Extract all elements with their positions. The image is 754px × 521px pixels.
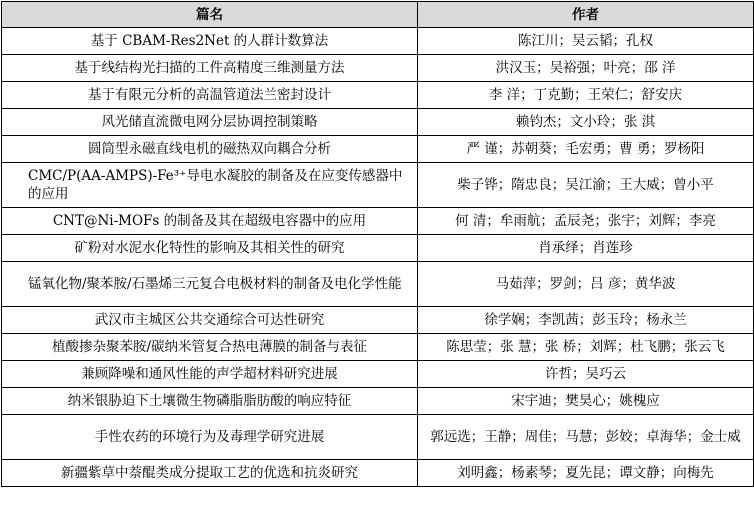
- paper-authors-cell: [418, 163, 754, 208]
- table-row: [2, 361, 754, 388]
- paper-title-cell: [2, 334, 418, 361]
- paper-title: 基于 CBAM-Res2Net 的人群计数算法: [90, 33, 329, 49]
- paper-title-cell: [2, 388, 418, 415]
- paper-title-cell: [2, 163, 418, 208]
- paper-authors: 柴子铧；隋忠良；吴江渝；王大威；曾小平: [457, 177, 714, 193]
- paper-authors: 何 清；牟雨航；孟辰尧；张宇；刘辉；李亮: [455, 213, 716, 229]
- header-authors: 作者: [418, 2, 754, 28]
- table-row: [2, 28, 754, 55]
- paper-authors-cell: [418, 208, 754, 235]
- paper-authors: 陈江川；吴云韬；孔权: [518, 33, 653, 49]
- paper-authors: 陈思莹；张 慧；张 桥；刘辉；杜飞鹏；张云飞: [446, 339, 725, 355]
- paper-authors-cell: [418, 82, 754, 109]
- paper-authors-cell: [418, 235, 754, 262]
- paper-authors-cell: [418, 415, 754, 460]
- paper-title-cell: [2, 136, 418, 163]
- paper-title: 兼顾降噪和通风性能的声学超材料研究进展: [81, 366, 338, 382]
- paper-title: 圆筒型永磁直线电机的磁热双向耦合分析: [88, 141, 331, 157]
- paper-title: CMC/P(AA-AMPS)-Fe³⁺导电水凝胶的制备及在应变传感器中的应用: [28, 168, 403, 202]
- paper-authors-cell: [418, 307, 754, 334]
- paper-title: 风光储直流微电网分层协调控制策略: [101, 114, 318, 130]
- paper-title-cell: [2, 82, 418, 109]
- header-title: 篇名: [2, 2, 418, 28]
- paper-authors: 赖钧杰；文小玲；张 淇: [515, 114, 656, 130]
- paper-authors: 洪汉玉；吴裕强；叶亮；邵 洋: [495, 60, 676, 76]
- paper-title-cell: [2, 460, 418, 487]
- paper-authors: 许哲；吴巧云: [545, 366, 626, 382]
- paper-authors: 李 洋；丁克勤；王荣仁；舒安庆: [488, 87, 683, 103]
- paper-authors: 郭远选；王静；周佳；马慧；彭姣；卓海华；金士威: [430, 429, 741, 445]
- paper-title-cell: [2, 307, 418, 334]
- paper-title: 矿粉对水泥水化特性的影响及其相关性的研究: [74, 240, 345, 256]
- paper-title-cell: [2, 262, 418, 307]
- paper-authors: 宋宇迪；樊昊心；姚槐应: [511, 393, 660, 409]
- table-row: [2, 82, 754, 109]
- paper-title-cell: [2, 415, 418, 460]
- paper-authors-cell: [418, 460, 754, 487]
- paper-title-cell: [2, 361, 418, 388]
- table-row: [2, 388, 754, 415]
- paper-title: 手性农药的环境行为及毒理学研究进展: [94, 429, 325, 445]
- paper-authors: 刘明鑫；杨素琴；夏先昆；谭文静；向梅先: [457, 465, 714, 481]
- paper-title: 基于有限元分析的高温管道法兰密封设计: [88, 87, 331, 103]
- paper-title: CNT@Ni-MOFs 的制备及其在超级电容器中的应用: [52, 213, 367, 229]
- table-row: [2, 109, 754, 136]
- paper-title-cell: [2, 109, 418, 136]
- paper-authors-cell: [418, 109, 754, 136]
- table-row: [2, 136, 754, 163]
- paper-title: 武汉市主城区公共交通综合可达性研究: [94, 312, 325, 328]
- paper-authors-cell: [418, 136, 754, 163]
- table-row: [2, 262, 754, 307]
- paper-title-cell: [2, 28, 418, 55]
- paper-title: 纳米银胁迫下土壤微生物磷脂脂肪酸的响应特征: [67, 393, 352, 409]
- paper-title-cell: [2, 235, 418, 262]
- paper-authors-cell: [418, 334, 754, 361]
- paper-authors: 马茹萍；罗剑；吕 彦；黄华波: [495, 276, 676, 292]
- table-row: [2, 415, 754, 460]
- table-row: [2, 208, 754, 235]
- header-row: [2, 2, 754, 28]
- papers-table: [1, 1, 754, 487]
- table-row: [2, 163, 754, 208]
- table-row: [2, 235, 754, 262]
- paper-authors-cell: [418, 388, 754, 415]
- paper-authors: 徐学娴；李凯茜；彭玉玲；杨永兰: [484, 312, 687, 328]
- table-row: [2, 460, 754, 487]
- paper-title-cell: [2, 208, 418, 235]
- table-body: [2, 28, 754, 487]
- paper-authors-cell: [418, 28, 754, 55]
- paper-authors: 肖承绎；肖莲珍: [538, 240, 633, 256]
- paper-authors-cell: [418, 361, 754, 388]
- table-row: [2, 307, 754, 334]
- paper-title: 植酸掺杂聚苯胺/碳纳米管复合热电薄膜的制备与表征: [51, 339, 368, 355]
- paper-title: 锰氧化物/聚苯胺/石墨烯三元复合电极材料的制备及电化学性能: [28, 276, 402, 292]
- paper-title: 新疆紫草中萘醌类成分提取工艺的优选和抗炎研究: [61, 465, 358, 481]
- table-row: [2, 334, 754, 361]
- paper-authors-cell: [418, 55, 754, 82]
- table-row: [2, 55, 754, 82]
- paper-title: 基于线结构光扫描的工件高精度三维测量方法: [74, 60, 345, 76]
- paper-title-cell: [2, 55, 418, 82]
- paper-authors-cell: [418, 262, 754, 307]
- paper-authors: 严 谨；苏朝葵；毛宏勇；曹 勇；罗杨阳: [466, 141, 705, 157]
